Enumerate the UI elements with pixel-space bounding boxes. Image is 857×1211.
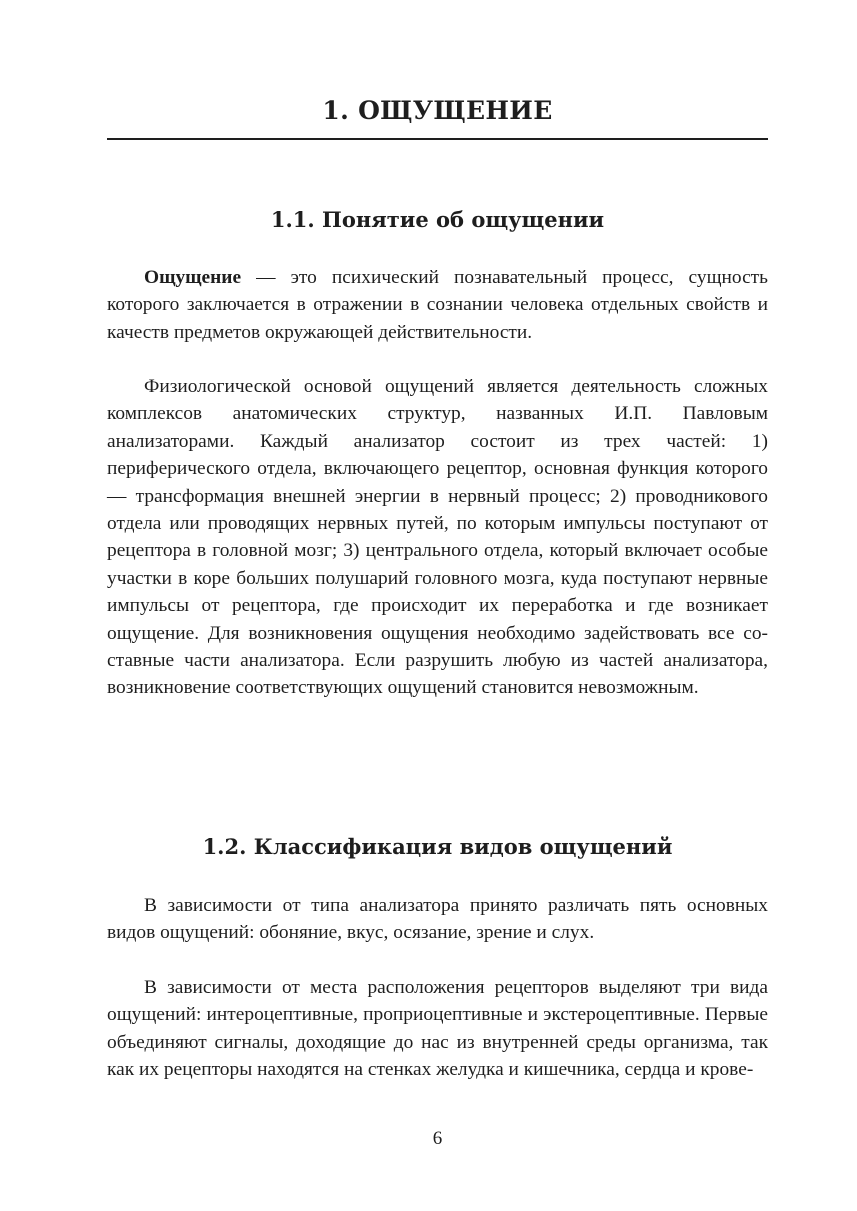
section-title-1-2: 1.2. Классификация видов ощущений [202,834,673,859]
page-number: 6 [432,1128,443,1149]
paragraph-receptor-location: В зависимости от места расположения рецепторов выделяют три вида ощущений: интероцептивные, проприоцептивные и экстероцептивные. Первые объединяют сигналы, доходящие до нас из внутренней среды организма, так как их рецепторы находятся на стенках желудка и кишечника, сердца и крове- [107,977,768,1081]
chapter-title: 1. ОЩУЩЕНИЕ [322,96,553,125]
section-title-1-1: 1.1. Понятие об ощущении [270,207,605,232]
paragraph-definition [107,264,768,346]
paragraph-analyzer-types: В зависимости от типа анализатора принято различать пять основных видов ощущений: обоняние, вкус, осязание, зрение и слух. [107,895,768,944]
definition-text: — это психический познавательный процесс, сущность которого заключается в отражении в сознании человека отдельных свойств и качеств предметов окружающей действительности. [107,267,768,343]
paragraph-physiology: Физиологической основой ощущений является деятельность сложных комплексов анатомических структур, названных И.П. Павловым анализаторами. Каждый анализатор состоит из трех частей: 1) периферического отдела, включающего рецептор, основная функция которого — трансформация внешней энергии в нервный процесс; 2) проводникового отдела или проводящих нервных путей, по которым импульсы поступают от рецептора в головной мозг; 3) центрального отдела, который включает особые участки в коре больших полушарий головного мозга, куда поступают нервные импульсы от рецептора, где происходит их переработка и где возникает ощущение. Для возникновения ощущения необходимо задействовать все составные части анализатора. Если разрушить любую из частей анализатора, возникновение соответствующих ощущений становится невозможным. [107,376,768,699]
chapter-title-rule [107,138,768,140]
term-sensation: Ощущение [144,267,242,288]
